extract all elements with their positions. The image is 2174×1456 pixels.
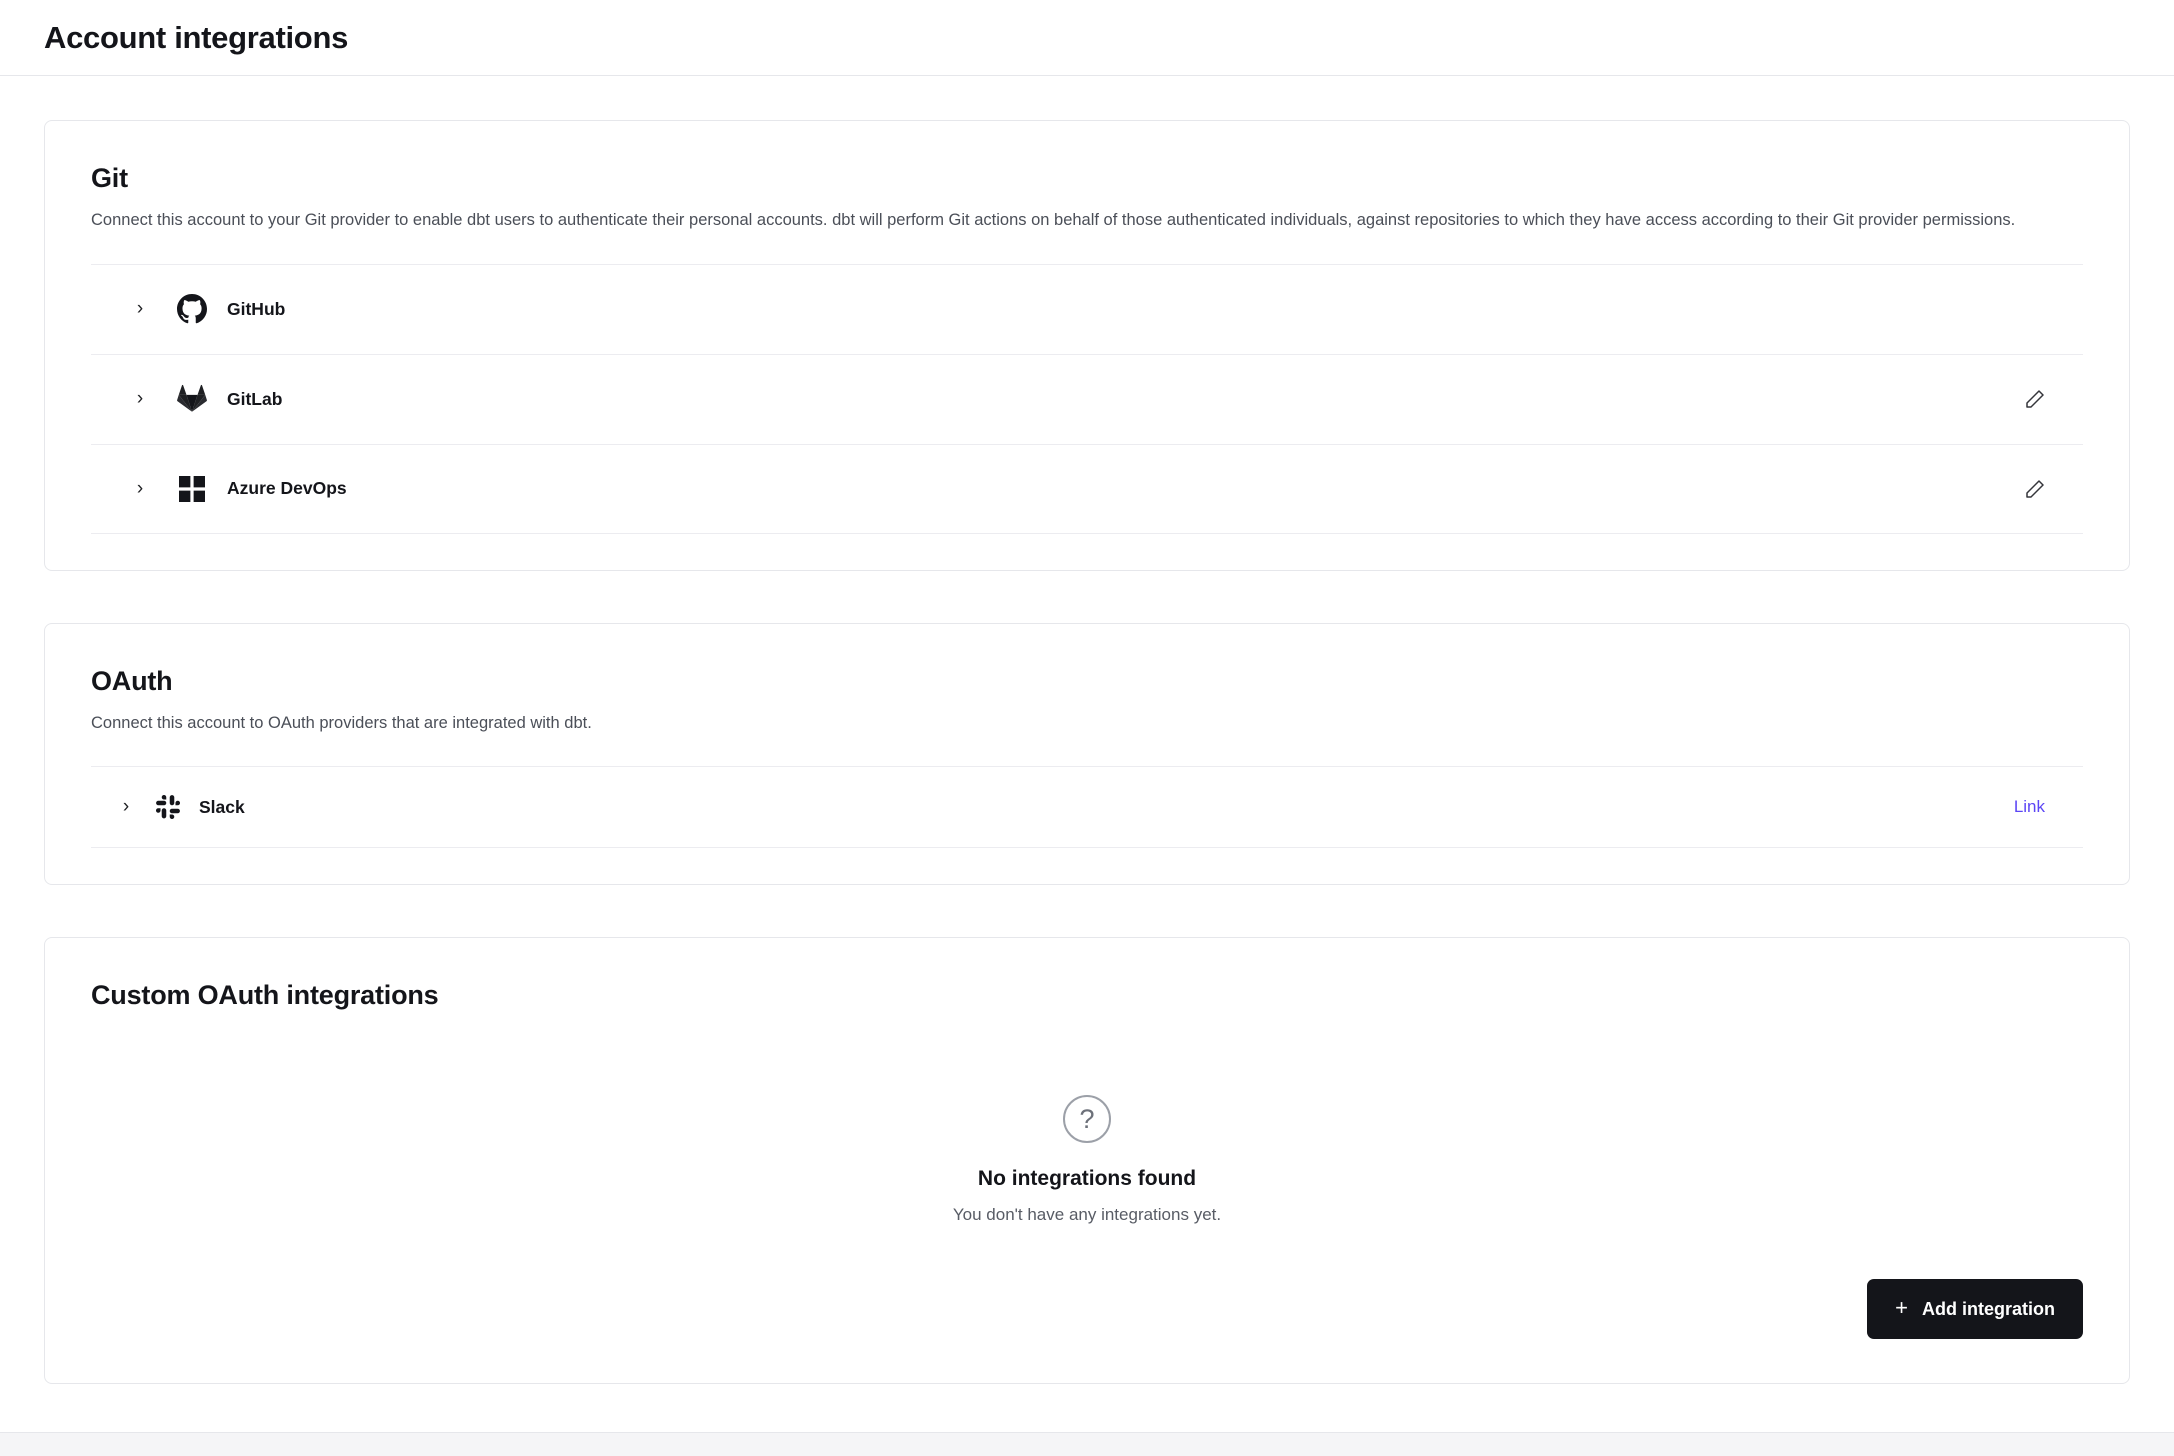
integration-label-github: GitHub bbox=[227, 298, 286, 319]
question-circle-icon: ? bbox=[1063, 1095, 1111, 1143]
empty-state-subtitle: You don't have any integrations yet. bbox=[952, 1205, 1222, 1225]
custom-oauth-integrations-card bbox=[44, 937, 2130, 1384]
integration-label-slack: Slack bbox=[199, 796, 245, 817]
add-integration-button-label: Add integration bbox=[1922, 1298, 2055, 1319]
integration-row-github[interactable] bbox=[91, 264, 2083, 354]
custom-oauth-section-title: Custom OAuth integrations bbox=[91, 980, 439, 1011]
custom-oauth-card-header bbox=[91, 938, 2083, 1011]
plus-icon: + bbox=[1895, 1295, 1908, 1321]
oauth-section-description: Connect this account to OAuth providers that are integrated with dbt. bbox=[91, 713, 592, 732]
slack-link-button[interactable]: Link bbox=[2013, 797, 2045, 817]
add-integration-button[interactable] bbox=[1867, 1279, 2083, 1339]
git-card-header bbox=[91, 121, 2083, 234]
oauth-provider-list bbox=[91, 766, 2083, 884]
slack-icon bbox=[151, 790, 185, 824]
chevron-right-icon[interactable]: › bbox=[136, 388, 144, 410]
git-section-description: Connect this account to your Git provider to enable dbt users to authenticate their personal accounts. dbt will perform Git actions on behalf of those authenticated individuals, against repositories to which they have access according to their Git provider permissions. bbox=[91, 211, 2016, 229]
oauth-section-title: OAuth bbox=[91, 665, 173, 696]
bottom-strip bbox=[0, 1432, 2174, 1456]
page-title: Account integrations bbox=[44, 19, 349, 55]
empty-state bbox=[91, 1025, 2083, 1245]
gitlab-icon bbox=[175, 382, 209, 416]
oauth-integrations-card bbox=[44, 623, 2130, 886]
empty-state-title: No integrations found bbox=[977, 1167, 1197, 1191]
integration-row-gitlab[interactable] bbox=[91, 354, 2083, 444]
chevron-right-icon[interactable]: › bbox=[122, 796, 130, 818]
integration-label-gitlab: GitLab bbox=[227, 388, 283, 409]
chevron-right-icon[interactable]: › bbox=[136, 298, 144, 320]
custom-oauth-card-footer bbox=[91, 1245, 2083, 1383]
github-icon bbox=[175, 292, 209, 326]
integration-row-azure-devops[interactable] bbox=[91, 444, 2083, 534]
page-header bbox=[0, 0, 2174, 76]
git-provider-list bbox=[91, 264, 2083, 570]
git-integrations-card bbox=[44, 120, 2130, 571]
integration-label-azure-devops: Azure DevOps bbox=[227, 478, 347, 499]
edit-pencil-icon-gitlab[interactable] bbox=[2015, 379, 2055, 419]
page-content bbox=[0, 76, 2174, 1456]
integration-row-slack[interactable] bbox=[91, 766, 2083, 848]
azure-devops-icon bbox=[175, 472, 209, 506]
chevron-right-icon[interactable]: › bbox=[136, 477, 144, 499]
edit-pencil-icon-azure-devops[interactable] bbox=[2015, 469, 2055, 509]
oauth-card-header bbox=[91, 624, 2083, 737]
git-section-title: Git bbox=[91, 163, 128, 193]
